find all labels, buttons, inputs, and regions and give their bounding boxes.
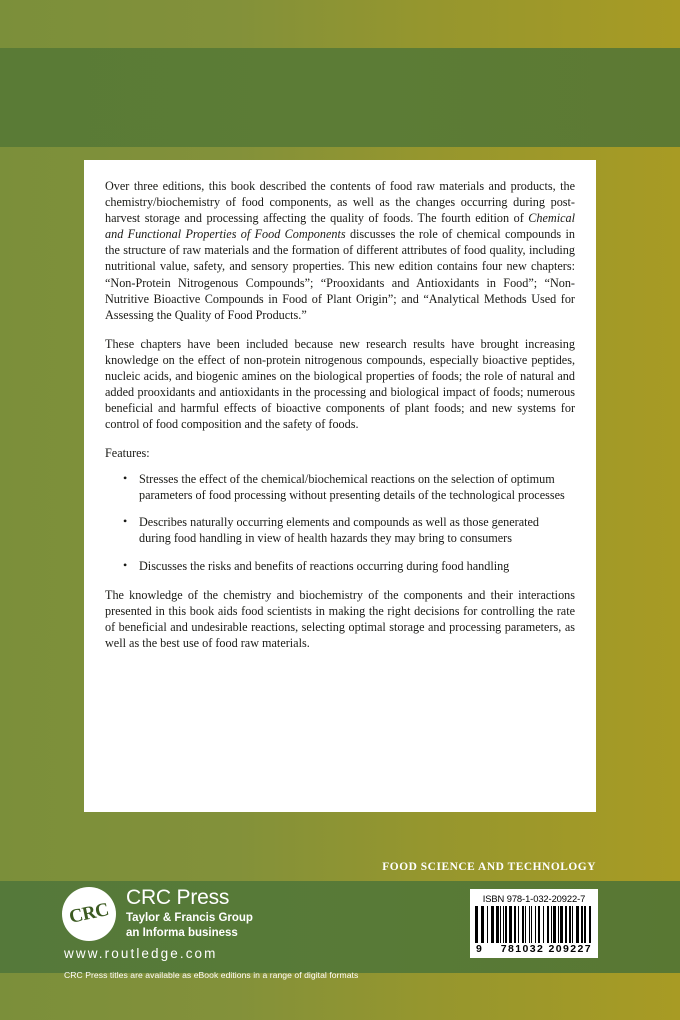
top-green-band: [0, 48, 680, 147]
features-label: Features:: [105, 446, 150, 461]
publisher-group: Taylor & Francis Group: [126, 912, 253, 924]
publisher-names: [126, 886, 253, 940]
barcode-digits: [475, 944, 593, 955]
barcode-digit-main: 781032 209227: [500, 943, 592, 955]
paragraph-1-part-b: discusses the role of chemical compounds in the structure of raw materials and the formation of different attributes of food quality, including nutritional value, safety, and sensory properties. This new edition contains four new chapters: “Non-Protein Nitrogenous Compounds”; “Prooxidants and Antioxidants in Food”; “Non-Nutritive Bioactive Compounds in Food of Plant Origin”; and “Analytical Methods Used for Assessing the Quality of Food Products.”: [105, 227, 575, 322]
feature-item: • Discusses the risks and benefits of reactions occurring during food handling: [139, 558, 575, 574]
crc-logo-text: CRC: [67, 899, 111, 928]
isbn-label: ISBN 978-1-032-20922-7: [482, 893, 586, 904]
barcode-digit-prefix: 9: [476, 943, 484, 955]
publisher-business: an Informa business: [126, 927, 238, 939]
book-title-italic: Chemical and Functional Properties of Food Components: [105, 211, 575, 242]
blurb-paragraph-2: These chapters have been included because new research results have brought increasing knowledge on the effect of non-protein nitrogenous compounds, especially bioactive peptides, nucleic acids, and biogenic amines on the biological properties of foods; the role of natural and added prooxidants and antioxidants in the processing and biological impact of foods; numerous beneficial and harmful effects of bioactive components of plant foods; and new systems for control of food composition and the safety of foods.: [105, 336, 575, 432]
ebook-availability-note: CRC Press titles are available as eBook editions in a range of digital formats: [64, 970, 359, 980]
series-label: FOOD SCIENCE AND TECHNOLOGY: [382, 861, 596, 873]
feature-item: • Stresses the effect of the chemical/biochemical reactions on the selection of optimum parameters of food processing without presenting details of the technological processes: [139, 471, 575, 504]
paragraph-1-part-a: Over three editions, this book described the contents of food raw materials and products, the chemistry/biochemistry of food components, as well as the changes occurring during post-harvest storage and processing affecting the quality of foods. The fourth edition of: [105, 179, 575, 226]
publisher-url[interactable]: www.routledge.com: [64, 946, 218, 961]
blurb-paragraph-closing: The knowledge of the chemistry and biochemistry of the components and their interactions presented in this book aids food scientists in making the right decisions for controlling the rate of beneficial and undesirable reactions, selecting optimal storage and processing parameters, as well as the best use of food raw materials.: [105, 587, 575, 651]
features-list: [105, 471, 575, 574]
publisher-name: CRC Press: [126, 886, 230, 909]
crc-logo-icon: [62, 887, 116, 941]
blurb-panel: [84, 160, 596, 812]
publisher-block: [62, 886, 392, 980]
feature-item: • Describes naturally occurring elements and compounds as well as those generated during food handling in view of health hazards they may bring to consumers: [139, 514, 575, 547]
barcode-bars-icon: [475, 906, 593, 943]
publisher-logo-row: [62, 886, 392, 941]
blurb-paragraph-1: [105, 178, 575, 323]
barcode-block: [470, 889, 598, 958]
